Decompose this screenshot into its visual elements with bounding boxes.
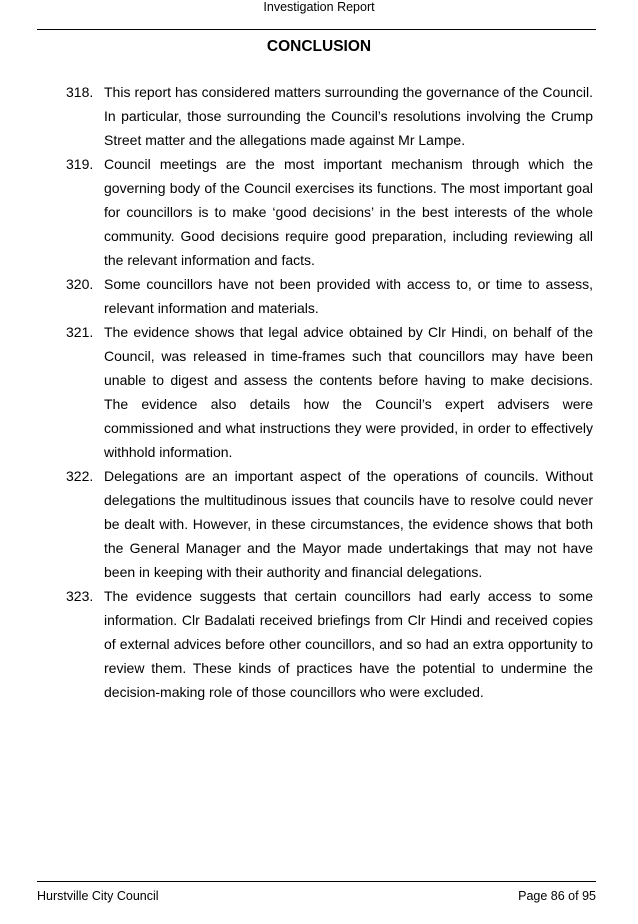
paragraph-text: The evidence suggests that certain councillors had early access to some information. Clr Badalati received briefings from Clr Hindi and received copies of external advices before other councillors, and so had an extra opportunity to review them. These kinds of practices have the potential to undermine the decision-making role of those councillors who were excluded. bbox=[104, 588, 593, 700]
numbered-paragraph bbox=[66, 464, 593, 584]
paragraph-text: Council meetings are the most important mechanism through which the governing body of the Council exercises its functions. The most important goal for councillors is to make ‘good decisions’ in the best interests of the whole community. Good decisions require good preparation, including reviewing all the relevant information and facts. bbox=[104, 156, 593, 268]
footer-organization: Hurstville City Council bbox=[37, 889, 159, 903]
numbered-paragraph bbox=[66, 320, 593, 464]
paragraph-text: The evidence shows that legal advice obtained by Clr Hindi, on behalf of the Council, was released in time-frames such that councillors may have been unable to digest and assess the contents before having to make decisions. The evidence also details how the Council’s expert advisers were commissioned and what instructions they were provided, in order to effectively withhold information. bbox=[104, 324, 593, 460]
footer-divider bbox=[37, 881, 596, 882]
paragraph-number: 318. bbox=[66, 84, 94, 100]
section-title: CONCLUSION bbox=[266, 38, 372, 55]
paragraph-text: Some councillors have not been provided with access to, or time to assess, relevant information and materials. bbox=[104, 276, 593, 316]
paragraph-number: 319. bbox=[66, 156, 94, 172]
paragraph-number: 320. bbox=[66, 276, 94, 292]
paragraph-text: Delegations are an important aspect of the operations of councils. Without delegations the multitudinous issues that councils have to resolve could never be dealt with. However, in these circumstances, the evidence shows that both the General Manager and the Mayor made undertakings that may not have been in keeping with their authority and financial delegations. bbox=[104, 468, 593, 580]
paragraph-number: 322. bbox=[66, 468, 94, 484]
paragraph-number: 321. bbox=[66, 324, 94, 340]
numbered-paragraph-list bbox=[66, 80, 593, 704]
numbered-paragraph bbox=[66, 584, 593, 704]
paragraph-number: 323. bbox=[66, 588, 94, 604]
numbered-paragraph bbox=[66, 272, 593, 320]
paragraph-text: This report has considered matters surrounding the governance of the Council. In particular, those surrounding the Council’s resolutions involving the Crump Street matter and the allegations made against Mr Lampe. bbox=[104, 84, 593, 148]
running-header: Investigation Report bbox=[263, 0, 375, 14]
numbered-paragraph bbox=[66, 80, 593, 152]
page-number: Page 86 of 95 bbox=[518, 889, 596, 903]
header-divider bbox=[37, 29, 596, 30]
numbered-paragraph bbox=[66, 152, 593, 272]
